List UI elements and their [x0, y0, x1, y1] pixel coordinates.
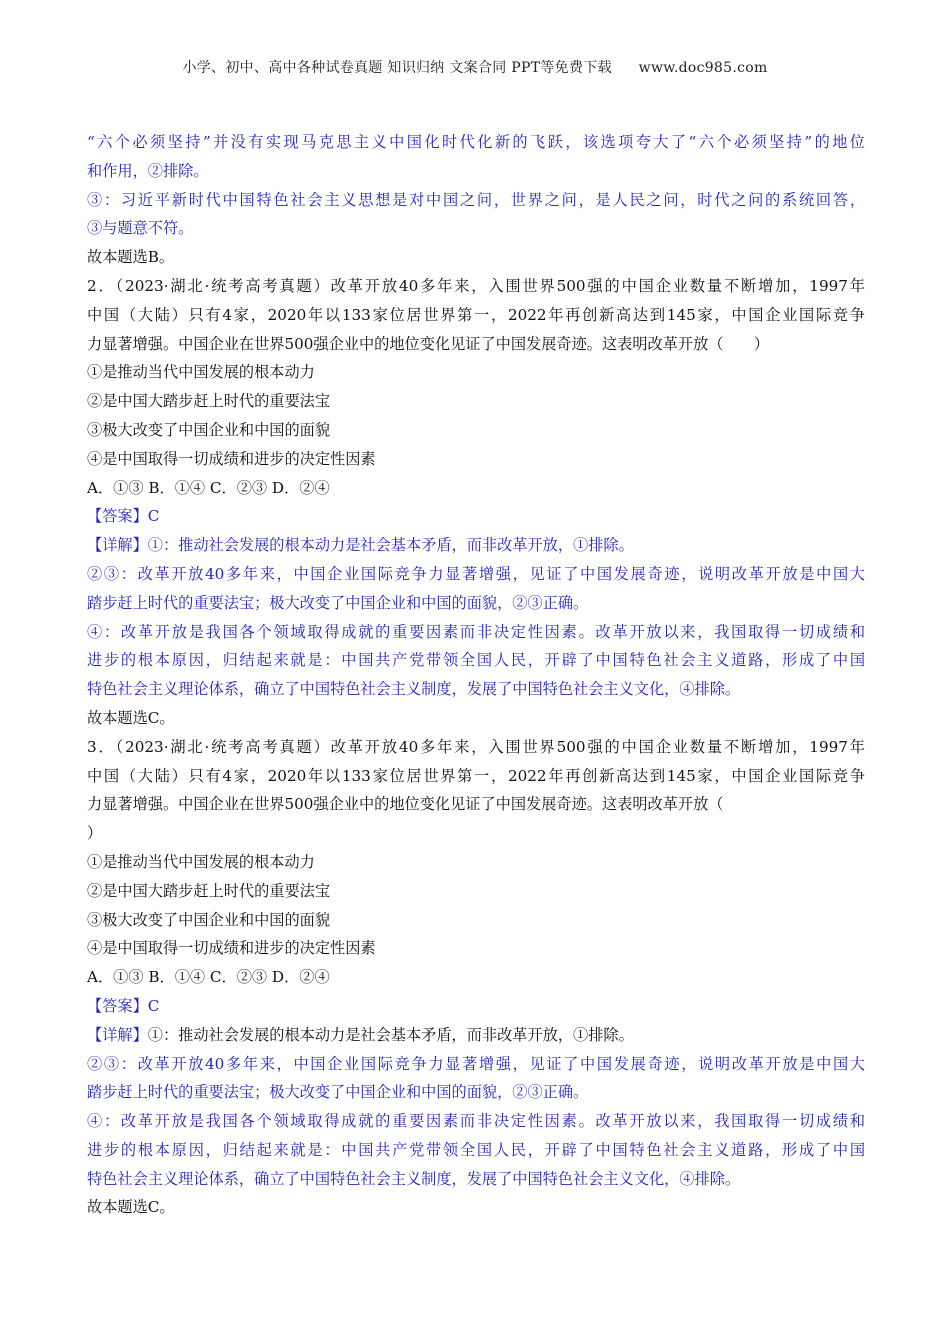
question-item: ④是中国取得一切成绩和进步的决定性因素 [87, 939, 376, 958]
question-stem-line: 2．（2023·湖北·统考高考真题）改革开放40多年来，入围世界500强的中国企业数量不断增加，1997年 [87, 276, 865, 295]
answer-choices: A．①③ B．①④ C．②③ D．②④ [87, 478, 330, 497]
explain-line: 进步的根本原因，归结起来就是：中国共产党带领全国人民，开辟了中国特色社会主义道路，形成了中国 [87, 651, 865, 670]
explain-line: “六个必须坚持”并没有实现马克思主义中国化时代化新的飞跃，该选项夸大了“六个必须坚持”的地位 [87, 133, 865, 151]
question-stem-line: 中国（大陆）只有4家，2020年以133家位居世界第一，2022年再创新高达到145家，中国企业国际竞争 [87, 766, 865, 785]
answer-tag: 【答案】 [87, 507, 148, 526]
explain-line: ③：习近平新时代中国特色社会主义思想是对中国之问，世界之问，是人民之问，时代之问的系统回答， [87, 190, 865, 209]
question-item: ③极大改变了中国企业和中国的面貌 [87, 420, 330, 439]
question-stem-line: 3．（2023·湖北·统考高考真题）改革开放40多年来，入围世界500强的中国企业数量不断增加，1997年 [87, 737, 865, 756]
answer-value: C [147, 507, 160, 526]
header-text: 小学、初中、高中各种试卷真题 知识归纳 文案合同 PPT等免费下载 [182, 60, 612, 76]
answer-value: C [147, 996, 160, 1015]
page-header [0, 57, 950, 77]
explain-line: 和作用，②排除。 [87, 161, 209, 180]
explain-tag: 【详解】 [87, 536, 148, 555]
question-item: ④是中国取得一切成绩和进步的决定性因素 [87, 449, 376, 468]
question-item: ①是推动当代中国发展的根本动力 [87, 363, 315, 382]
conclusion-line: 故本题选C。 [87, 708, 175, 727]
explain-line: 特色社会主义理论体系，确立了中国特色社会主义制度，发展了中国特色社会主义文化，④排除。 [87, 680, 741, 699]
question-stem-line: 中国（大陆）只有4家，2020年以133家位居世界第一，2022年再创新高达到145家，中国企业国际竞争 [87, 305, 865, 324]
question-item: ②是中国大踏步赶上时代的重要法宝 [87, 881, 330, 900]
header-site-link[interactable]: www.doc985.com [638, 60, 768, 76]
conclusion-line: 故本题选C。 [87, 1198, 175, 1217]
document-content [87, 128, 865, 1222]
answer-tag: 【答案】 [87, 996, 148, 1015]
explain-text: ①：推动社会发展的根本动力是社会基本矛盾，而非改革开放，①排除。 [147, 536, 634, 555]
explain-line: ③与题意不符。 [87, 219, 194, 238]
question-3 [87, 733, 865, 1223]
question-item: ②是中国大踏步赶上时代的重要法宝 [87, 392, 330, 411]
explain-line: 进步的根本原因，归结起来就是：中国共产党带领全国人民，开辟了中国特色社会主义道路，形成了中国 [87, 1140, 865, 1159]
question-stem-line: ） [87, 824, 103, 843]
answer-line [87, 992, 865, 1021]
answer-line [87, 502, 865, 531]
question-2 [87, 272, 865, 733]
explain-tag: 【详解】 [87, 1025, 148, 1044]
explain-line: ④：改革开放是我国各个领域取得成就的重要因素而非决定性因素。改革开放以来，我国取得一切成绩和 [87, 622, 865, 641]
explain-line: ②③：改革开放40多年来，中国企业国际竞争力显著增强，见证了中国发展奇迹，说明改革开放是中国大 [87, 1054, 865, 1073]
conclusion-line: 故本题选B。 [87, 248, 175, 267]
explain-line: 特色社会主义理论体系，确立了中国特色社会主义制度，发展了中国特色社会主义文化，④排除。 [87, 1169, 741, 1188]
question-stem-line: 力显著增强。中国企业在世界500强企业中的地位变化见证了中国发展奇迹。这表明改革开放（ [87, 795, 724, 814]
answer-choices: A．①③ B．①④ C．②③ D．②④ [87, 968, 330, 987]
question-item: ③极大改变了中国企业和中国的面貌 [87, 910, 330, 929]
explain-line: 踏步赶上时代的重要法宝；极大改变了中国企业和中国的面貌，②③正确。 [87, 1083, 589, 1102]
explain-first-line [87, 1021, 865, 1050]
explain-line: 踏步赶上时代的重要法宝；极大改变了中国企业和中国的面貌，②③正确。 [87, 593, 589, 612]
question-stem-line: 力显著增强。中国企业在世界500强企业中的地位变化见证了中国发展奇迹。这表明改革开放（ ） [87, 334, 770, 353]
explain-text: ①：推动社会发展的根本动力是社会基本矛盾，而非改革开放，①排除。 [147, 1025, 634, 1044]
explain-line: ④：改革开放是我国各个领域取得成就的重要因素而非决定性因素。改革开放以来，我国取得一切成绩和 [87, 1112, 865, 1131]
question-item: ①是推动当代中国发展的根本动力 [87, 852, 315, 871]
prev-explanation [87, 128, 865, 272]
explain-first-line [87, 531, 865, 560]
explain-line: ②③：改革开放40多年来，中国企业国际竞争力显著增强，见证了中国发展奇迹，说明改革开放是中国大 [87, 564, 865, 583]
